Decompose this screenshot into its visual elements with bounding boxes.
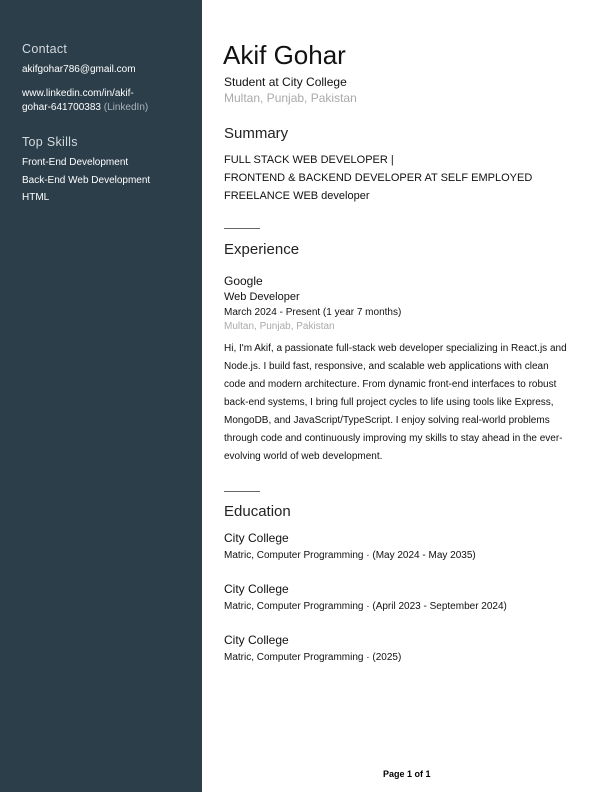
page-number: Page 1 of 1 <box>383 769 431 779</box>
summary-line: FULL STACK WEB DEVELOPER | <box>224 154 394 166</box>
divider <box>224 491 260 492</box>
description-line: code and modern architecture. From dynamic front-end interfaces to robust <box>224 379 557 390</box>
education-school: City College <box>224 582 289 596</box>
summary-heading: Summary <box>224 125 289 142</box>
skills-heading: Top Skills <box>22 135 78 149</box>
skill-item: Front-End Development <box>22 157 129 168</box>
education-school: City College <box>224 633 289 647</box>
summary-line: FREELANCE WEB developer <box>224 190 370 202</box>
company-name: Google <box>224 274 263 288</box>
education-detail: Matric, Computer Programming · (May 2024 - May 2035) <box>224 550 476 561</box>
linkedin-link-line2[interactable]: gohar-641700383 <box>22 102 101 113</box>
education-school: City College <box>224 531 289 545</box>
job-dates: March 2024 - Present (1 year 7 months) <box>224 307 402 318</box>
headline: Student at City College <box>224 75 347 89</box>
skill-item: Back-End Web Development <box>22 175 151 186</box>
job-location: Multan, Punjab, Pakistan <box>224 321 335 332</box>
location: Multan, Punjab, Pakistan <box>224 91 357 105</box>
description-line: evolving world of web development. <box>224 451 383 462</box>
contact-heading: Contact <box>22 42 68 56</box>
profile-name: Akif Gohar <box>223 40 346 70</box>
education-heading: Education <box>224 503 291 520</box>
experience-heading: Experience <box>224 241 300 258</box>
description-line: MongoDB, and JavaScript/TypeScript. I enjoy solving real-world problems <box>224 415 550 426</box>
job-description <box>224 340 567 466</box>
skill-item: HTML <box>22 192 50 203</box>
description-line: Node.js. I build fast, responsive, and scalable web applications with clean <box>224 361 549 372</box>
summary-line: FRONTEND & BACKEND DEVELOPER AT SELF EMPLOYED <box>224 172 533 184</box>
education-detail: Matric, Computer Programming · (April 2023 - September 2024) <box>224 601 507 612</box>
linkedin-link-line1[interactable]: www.linkedin.com/in/akif- <box>22 88 134 99</box>
job-title: Web Developer <box>224 291 300 303</box>
description-line: through code and continuously improving my skills to stay ahead in the ever- <box>224 433 563 444</box>
divider <box>224 228 260 229</box>
linkedin-link[interactable] <box>22 102 148 113</box>
description-line: back-end systems, I bring full project cycles to life using tools like Express, <box>224 397 554 408</box>
description-line: Hi, I'm Akif, a passionate full-stack web developer specializing in React.js and <box>224 343 567 354</box>
education-detail: Matric, Computer Programming · (2025) <box>224 652 402 663</box>
sidebar <box>0 0 202 792</box>
email-link[interactable]: akifgohar786@gmail.com <box>22 64 136 75</box>
linkedin-suffix: (LinkedIn) <box>103 102 149 113</box>
